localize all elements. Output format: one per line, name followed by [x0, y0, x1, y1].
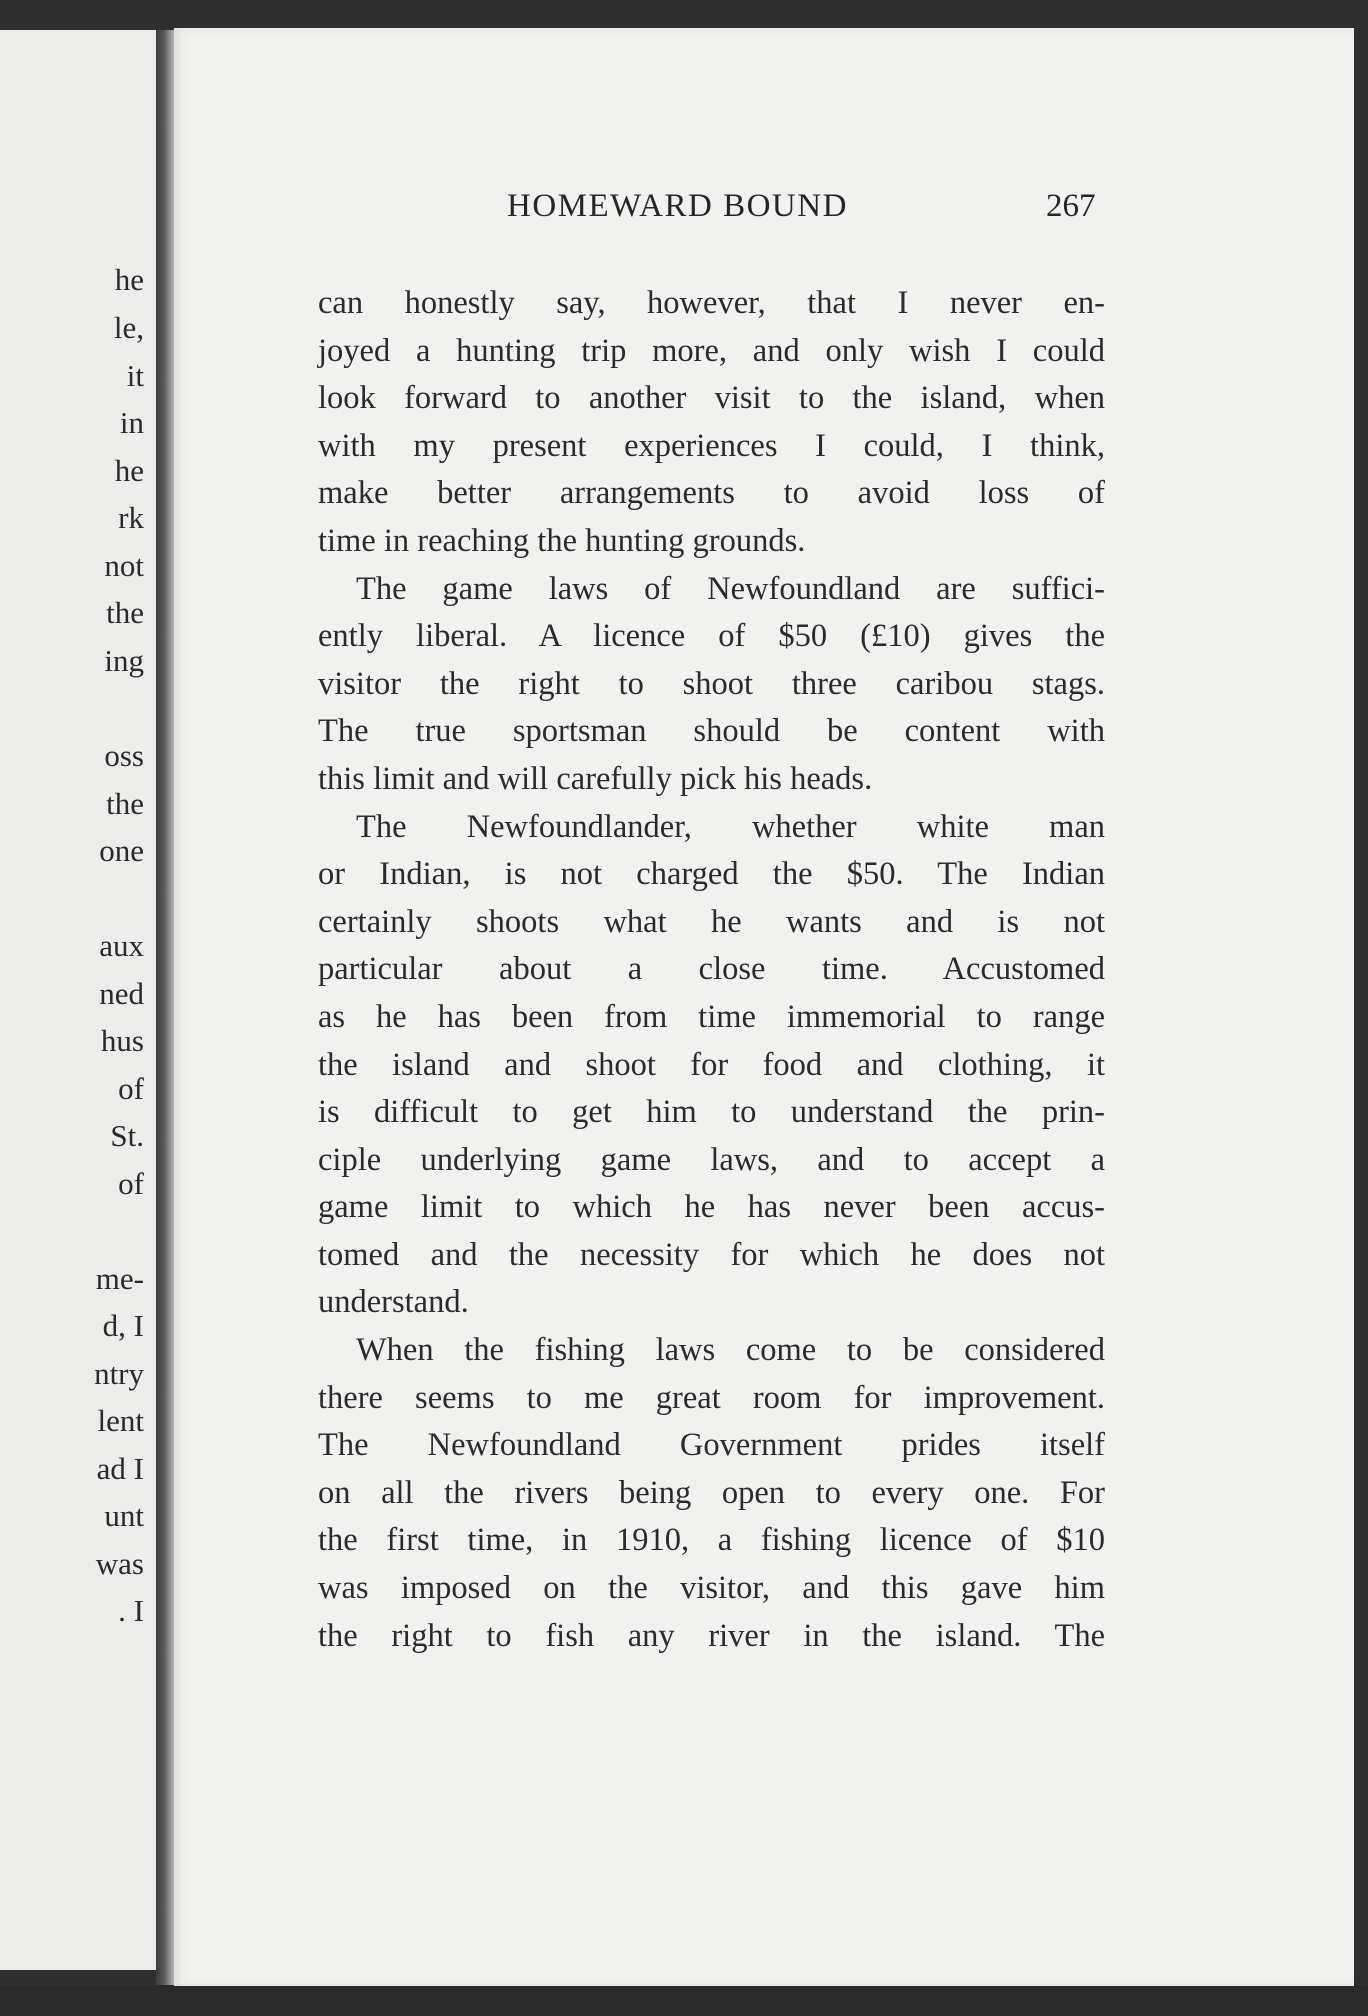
left-fragment: lent: [97, 1403, 144, 1438]
left-fragment: hus: [100, 1023, 144, 1058]
left-fragment: not: [104, 548, 144, 583]
paragraph: [318, 1327, 1105, 1660]
paragraph: [318, 804, 1105, 1328]
text-line: visitor the right to shoot three caribou stags.: [318, 665, 1105, 702]
text-line: game limit to which he has never been accus-: [318, 1189, 1105, 1226]
text-line: understand.: [318, 1284, 469, 1321]
body-text: [318, 280, 1105, 1660]
paragraph: [318, 566, 1105, 804]
text-line: this limit and will carefully pick his heads.: [318, 760, 873, 797]
text-line: make better arrangements to avoid loss of: [318, 475, 1105, 512]
left-page-edge: [0, 30, 158, 1970]
text-line: joyed a hunting trip more, and only wish I could: [318, 332, 1105, 369]
left-fragment: of: [118, 1071, 144, 1106]
text-line: the island and shoot for food and clothing, it: [318, 1046, 1105, 1083]
text-line: tomed and the necessity for which he does not: [318, 1236, 1105, 1273]
left-fragment: was: [95, 1546, 144, 1581]
left-fragment: ad I: [96, 1451, 144, 1486]
page-header: [174, 188, 1274, 238]
left-fragment: of: [118, 1166, 144, 1201]
text-line: When the fishing laws come to be considered: [356, 1332, 1105, 1369]
left-fragment: d, I: [102, 1308, 144, 1343]
text-line: ciple underlying game laws, and to accept a: [318, 1141, 1105, 1178]
text-line: The game laws of Newfoundland are suffici-: [356, 570, 1105, 607]
left-fragment: he: [114, 262, 144, 297]
left-fragment: the: [106, 595, 144, 630]
left-fragment: ing: [104, 643, 144, 678]
text-line: with my present experiences I could, I think,: [318, 427, 1105, 464]
left-fragment: oss: [104, 738, 144, 773]
left-fragment: me-: [95, 1261, 144, 1296]
text-line: look forward to another visit to the island, when: [318, 380, 1105, 417]
text-line: on all the rivers being open to every one. For: [318, 1474, 1105, 1511]
left-fragment: it: [126, 358, 144, 393]
text-line: was imposed on the visitor, and this gave him: [318, 1570, 1105, 1607]
left-fragment: aux: [99, 928, 144, 963]
left-fragment: he: [114, 453, 144, 488]
text-line: certainly shoots what he wants and is not: [318, 903, 1105, 940]
left-fragment: ned: [99, 976, 144, 1011]
left-fragment: St.: [110, 1118, 144, 1153]
left-fragment: le,: [113, 310, 144, 345]
text-line: the first time, in 1910, a fishing licence of $10: [318, 1522, 1105, 1559]
text-line: The Newfoundland Government prides itself: [318, 1427, 1105, 1464]
page-number: 267: [1046, 188, 1096, 224]
left-fragment: in: [119, 405, 144, 440]
text-line: particular about a close time. Accustomed: [318, 951, 1105, 988]
text-line: The Newfoundlander, whether white man: [356, 808, 1105, 845]
left-fragment: ntry: [94, 1356, 144, 1391]
left-fragment: the: [106, 786, 144, 821]
left-fragment: rk: [118, 500, 144, 535]
scan-bottom-edge: [0, 1986, 1368, 2016]
running-head: HOMEWARD BOUND: [507, 188, 848, 224]
text-line: The true sportsman should be content with: [318, 713, 1105, 750]
text-line: time in reaching the hunting grounds.: [318, 522, 806, 559]
text-line: as he has been from time immemorial to range: [318, 998, 1105, 1035]
book-gutter: [156, 30, 176, 1985]
left-fragment: one: [99, 833, 144, 868]
left-fragment: . I: [118, 1593, 144, 1628]
left-fragment: unt: [104, 1498, 144, 1533]
text-line: the right to fish any river in the island. The: [318, 1617, 1105, 1654]
paragraph: [318, 280, 1105, 566]
text-line: ently liberal. A licence of $50 (£10) gives the: [318, 618, 1105, 655]
text-line: can honestly say, however, that I never en-: [318, 285, 1105, 321]
right-page: [174, 28, 1354, 1988]
text-line: or Indian, is not charged the $50. The Indian: [318, 856, 1105, 893]
text-line: there seems to me great room for improvement.: [318, 1379, 1105, 1416]
text-line: is difficult to get him to understand the prin-: [318, 1094, 1105, 1131]
